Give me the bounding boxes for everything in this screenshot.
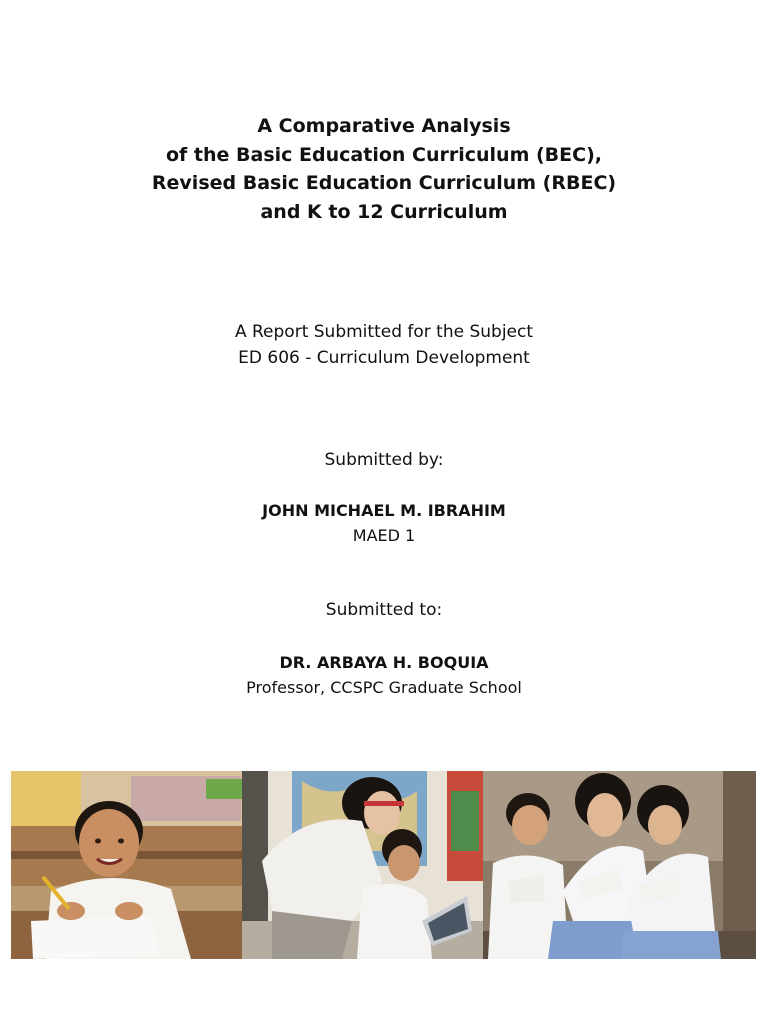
report-subject-line-2: ED 606 - Curriculum Development bbox=[238, 348, 530, 368]
students-reading-photo bbox=[483, 771, 756, 959]
student-writing-photo bbox=[11, 771, 242, 959]
author-program: MAED 1 bbox=[352, 526, 416, 545]
title-line-4: and K to 12 Curriculum bbox=[260, 200, 508, 223]
submitted-by-label: Submitted by: bbox=[324, 450, 444, 470]
teacher-student-laptop-photo bbox=[242, 771, 483, 959]
author-block bbox=[0, 498, 768, 548]
report-subject bbox=[0, 319, 768, 371]
photo-strip bbox=[11, 771, 756, 959]
professor-position: Professor, CCSPC Graduate School bbox=[246, 678, 522, 697]
title-line-1: A Comparative Analysis bbox=[257, 115, 511, 137]
report-title bbox=[0, 112, 768, 226]
report-subject-line-1: A Report Submitted for the Subject bbox=[234, 322, 534, 342]
title-line-2: of the Basic Education Curriculum (BEC), bbox=[166, 143, 602, 166]
professor-name: DR. ARBAYA H. BOQUIA bbox=[279, 653, 489, 672]
author-name: JOHN MICHAEL M. IBRAHIM bbox=[262, 501, 506, 520]
professor-block bbox=[0, 650, 768, 700]
title-line-3: Revised Basic Education Curriculum (RBEC) bbox=[151, 172, 617, 194]
submitted-to-label: Submitted to: bbox=[325, 600, 443, 620]
